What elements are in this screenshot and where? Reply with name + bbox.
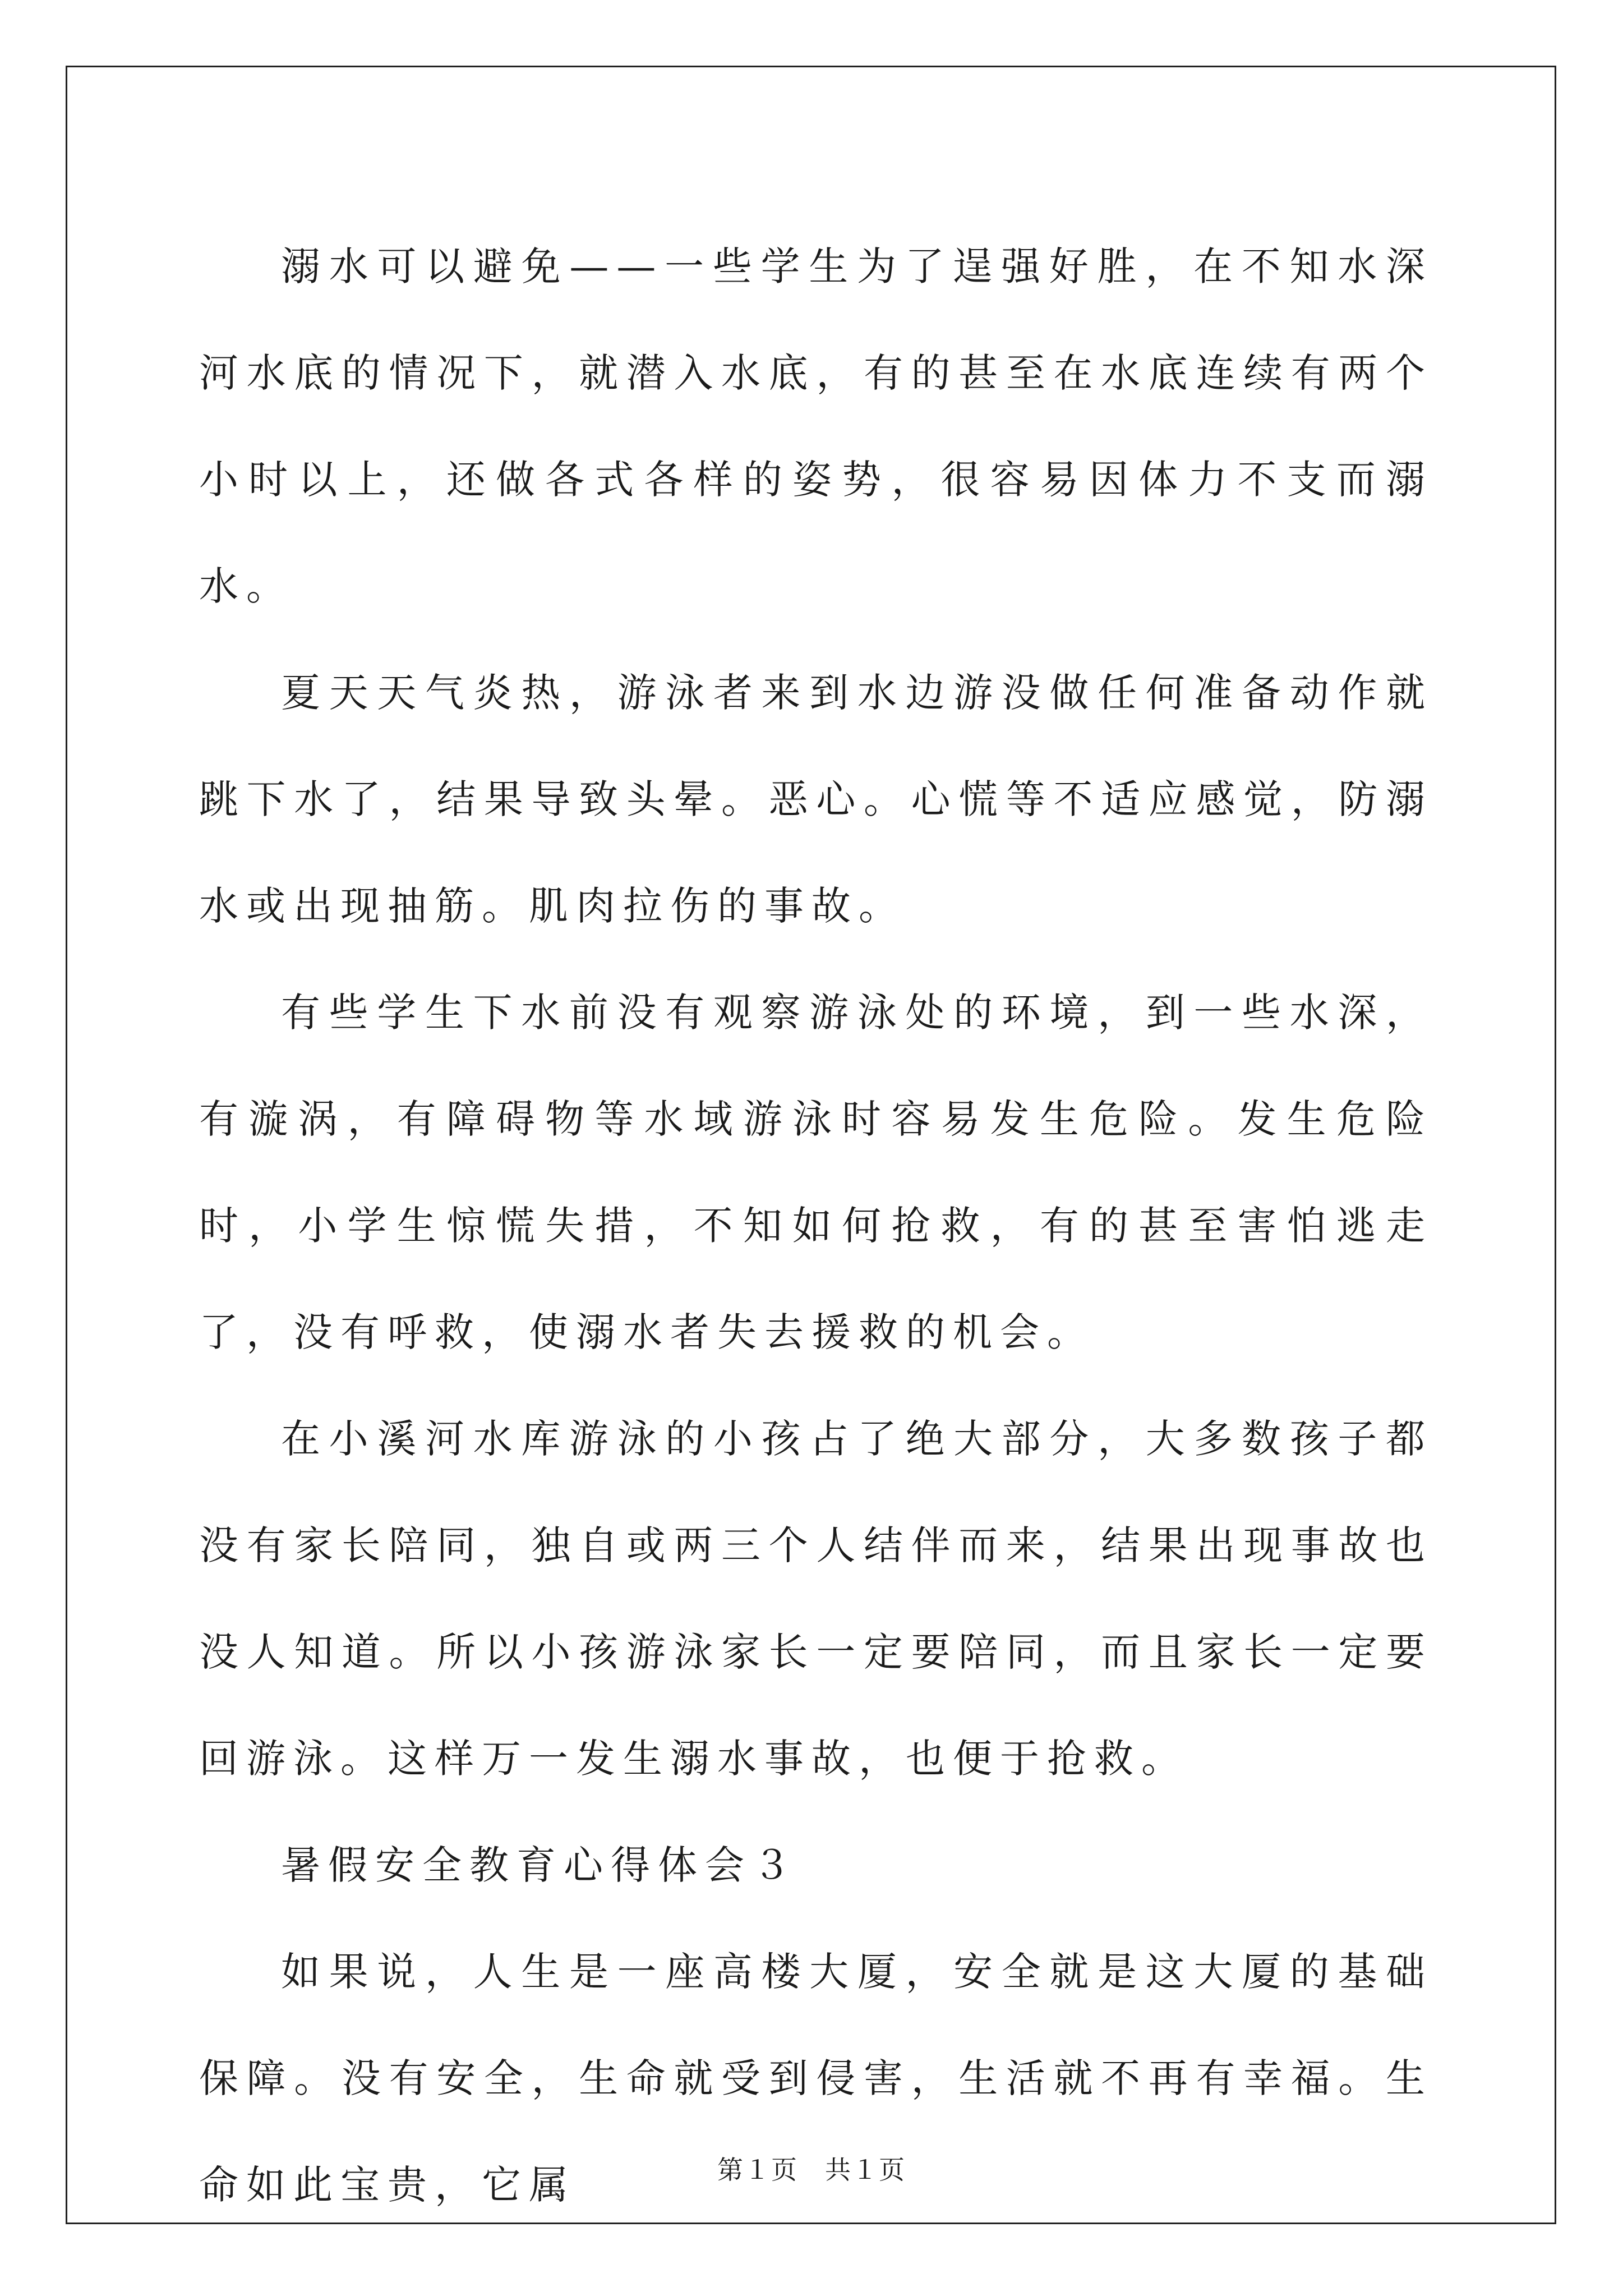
section-heading: 暑假安全教育心得体会３ — [281, 1842, 799, 1888]
paragraph-3: 有些学生下水前没有观察游泳处的环境，到一些水深，有漩涡，有障碍物等水域游泳时容易发生危险。发生危险时，小学生惊慌失措，不知如何抢救，有的甚至害怕逃走了，没有呼救，使溺水者失去援救的机会。 — [199, 990, 1433, 1355]
paragraph-4: 在小溪河水库游泳的小孩占了绝大部分，大多数孩子都没有家长陪同，独自或两三个人结伴而来，结果出现事故也没人知道。所以小孩游泳家长一定要陪同，而且家长一定要回游泳。这样万一发生溺水事故，也便于抢救。 — [199, 1416, 1433, 1782]
paragraph-5: 如果说，人生是一座高楼大厦，安全就是这大厦的基础保障。没有安全，生命就受到侵害，生活就不再有幸福。生命如此宝贵，它属 — [199, 1949, 1433, 2208]
document-body — [199, 213, 1433, 2238]
paragraph-2: 夏天天气炎热，游泳者来到水边游没做任何准备动作就跳下水了，结果导致头晕。恶心。心慌等不适应感觉，防溺水或出现抽筋。肌肉拉伤的事故。 — [199, 670, 1433, 929]
page-footer: 第１页 共１页 — [717, 2155, 906, 2185]
paragraph-1: 溺水可以避免——一些学生为了逞强好胜，在不知水深河水底的情况下，就潜入水底，有的甚至在水底连续有两个小时以上，还做各式各样的姿势，很容易因体力不支而溺水。 — [199, 243, 1433, 609]
